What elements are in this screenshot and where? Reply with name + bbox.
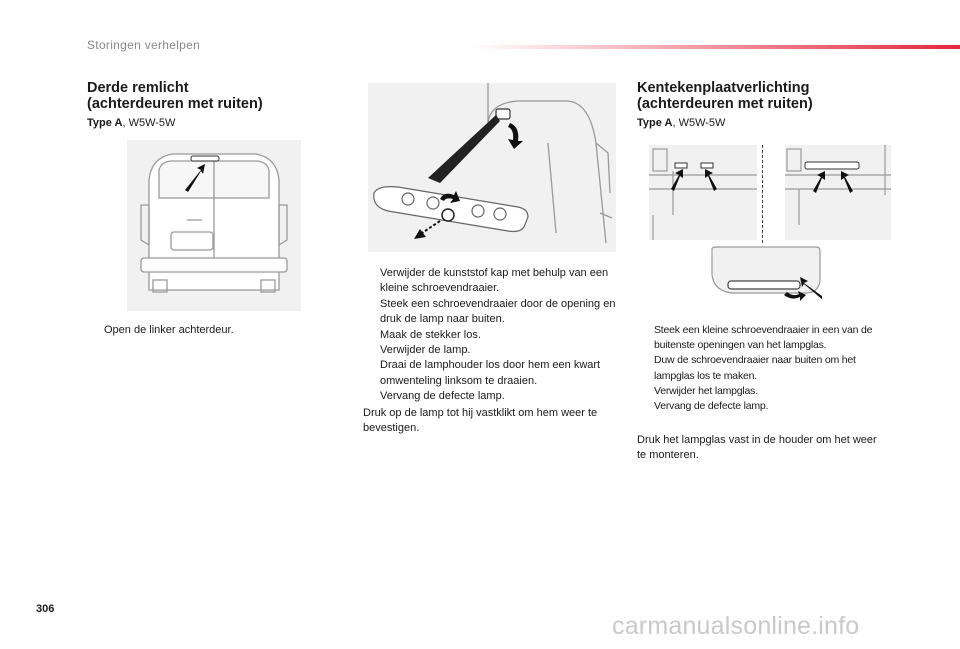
brake-light-svg	[368, 83, 616, 252]
title-line-2: (achterdeuren met ruiten)	[87, 96, 263, 112]
middle-steps-list	[363, 266, 618, 405]
list-item	[637, 384, 893, 399]
header-accent-bar	[470, 45, 960, 49]
step-text: Vervang de defecte lamp.	[654, 400, 769, 413]
bulb-type-value: , W5W-5W	[122, 117, 176, 129]
step-text: Draai de lamphouder los door hem een kwart omwenteling linksom te draaien.	[380, 359, 601, 387]
step-text: Maak de stekker los.	[380, 328, 481, 341]
title-line-1: Derde remlicht	[87, 80, 189, 96]
van-rear-svg	[127, 140, 301, 311]
list-item	[87, 323, 307, 338]
watermark: carmanualsonline.info	[612, 612, 860, 640]
step-text: Verwijder de kunststof kap met behulp van een kleine schroevendraaier.	[380, 267, 609, 295]
right-note: Druk het lampglas vast in de houder om het weer te monteren.	[637, 434, 877, 462]
list-item	[363, 266, 618, 297]
left-steps-list	[87, 323, 307, 338]
plate-lens-svg	[708, 245, 822, 301]
page-number: 306	[36, 603, 55, 615]
van-rear-illustration	[127, 140, 301, 311]
plate-light-option-1-illustration	[649, 145, 757, 240]
step-text: Steek een kleine schroevendraaier in een van de buitenste openingen van het lampglas.	[654, 324, 873, 352]
step-text: Verwijder de lamp.	[380, 344, 471, 357]
bulb-type	[87, 117, 175, 129]
bulb-type-value: , W5W-5W	[672, 117, 726, 129]
figure-divider	[762, 145, 763, 243]
list-item	[363, 343, 618, 358]
step-text: Duw de schroevendraaier naar buiten om het lampglas los te maken.	[654, 354, 856, 382]
step-text: Verwijder het lampglas.	[654, 384, 758, 397]
section-title-third-brake-light	[87, 80, 263, 112]
list-item	[637, 323, 893, 353]
list-item	[363, 297, 618, 328]
bulb-type	[637, 117, 725, 129]
step-text: Open de linker achterdeur.	[104, 324, 234, 336]
bulb-type-label: Type A	[637, 117, 673, 129]
title-line-1: Kentekenplaatverlichting	[637, 80, 810, 96]
step-text: Steek een schroevendraaier door de opening en druk de lamp naar buiten.	[380, 297, 616, 326]
brake-light-removal-illustration	[368, 83, 616, 252]
bulb-type-label: Type A	[87, 117, 123, 129]
list-item	[363, 328, 618, 343]
title-line-2: (achterdeuren met ruiten)	[637, 96, 813, 112]
plate-lens-removal-illustration	[708, 245, 822, 301]
right-steps-list	[637, 323, 893, 414]
plate-light-1-svg	[649, 145, 757, 240]
running-header: Storingen verhelpen	[87, 38, 201, 52]
list-item	[637, 399, 893, 414]
list-item	[637, 353, 893, 383]
middle-note: Druk op de lamp tot hij vastklikt om hem weer te bevestigen.	[363, 407, 598, 435]
list-item	[363, 358, 618, 389]
section-title-license-plate-light	[637, 80, 813, 112]
plate-light-option-2-illustration	[785, 145, 891, 240]
list-item	[363, 389, 618, 404]
step-text: Vervang de defecte lamp.	[380, 390, 505, 403]
plate-light-2-svg	[785, 145, 891, 240]
